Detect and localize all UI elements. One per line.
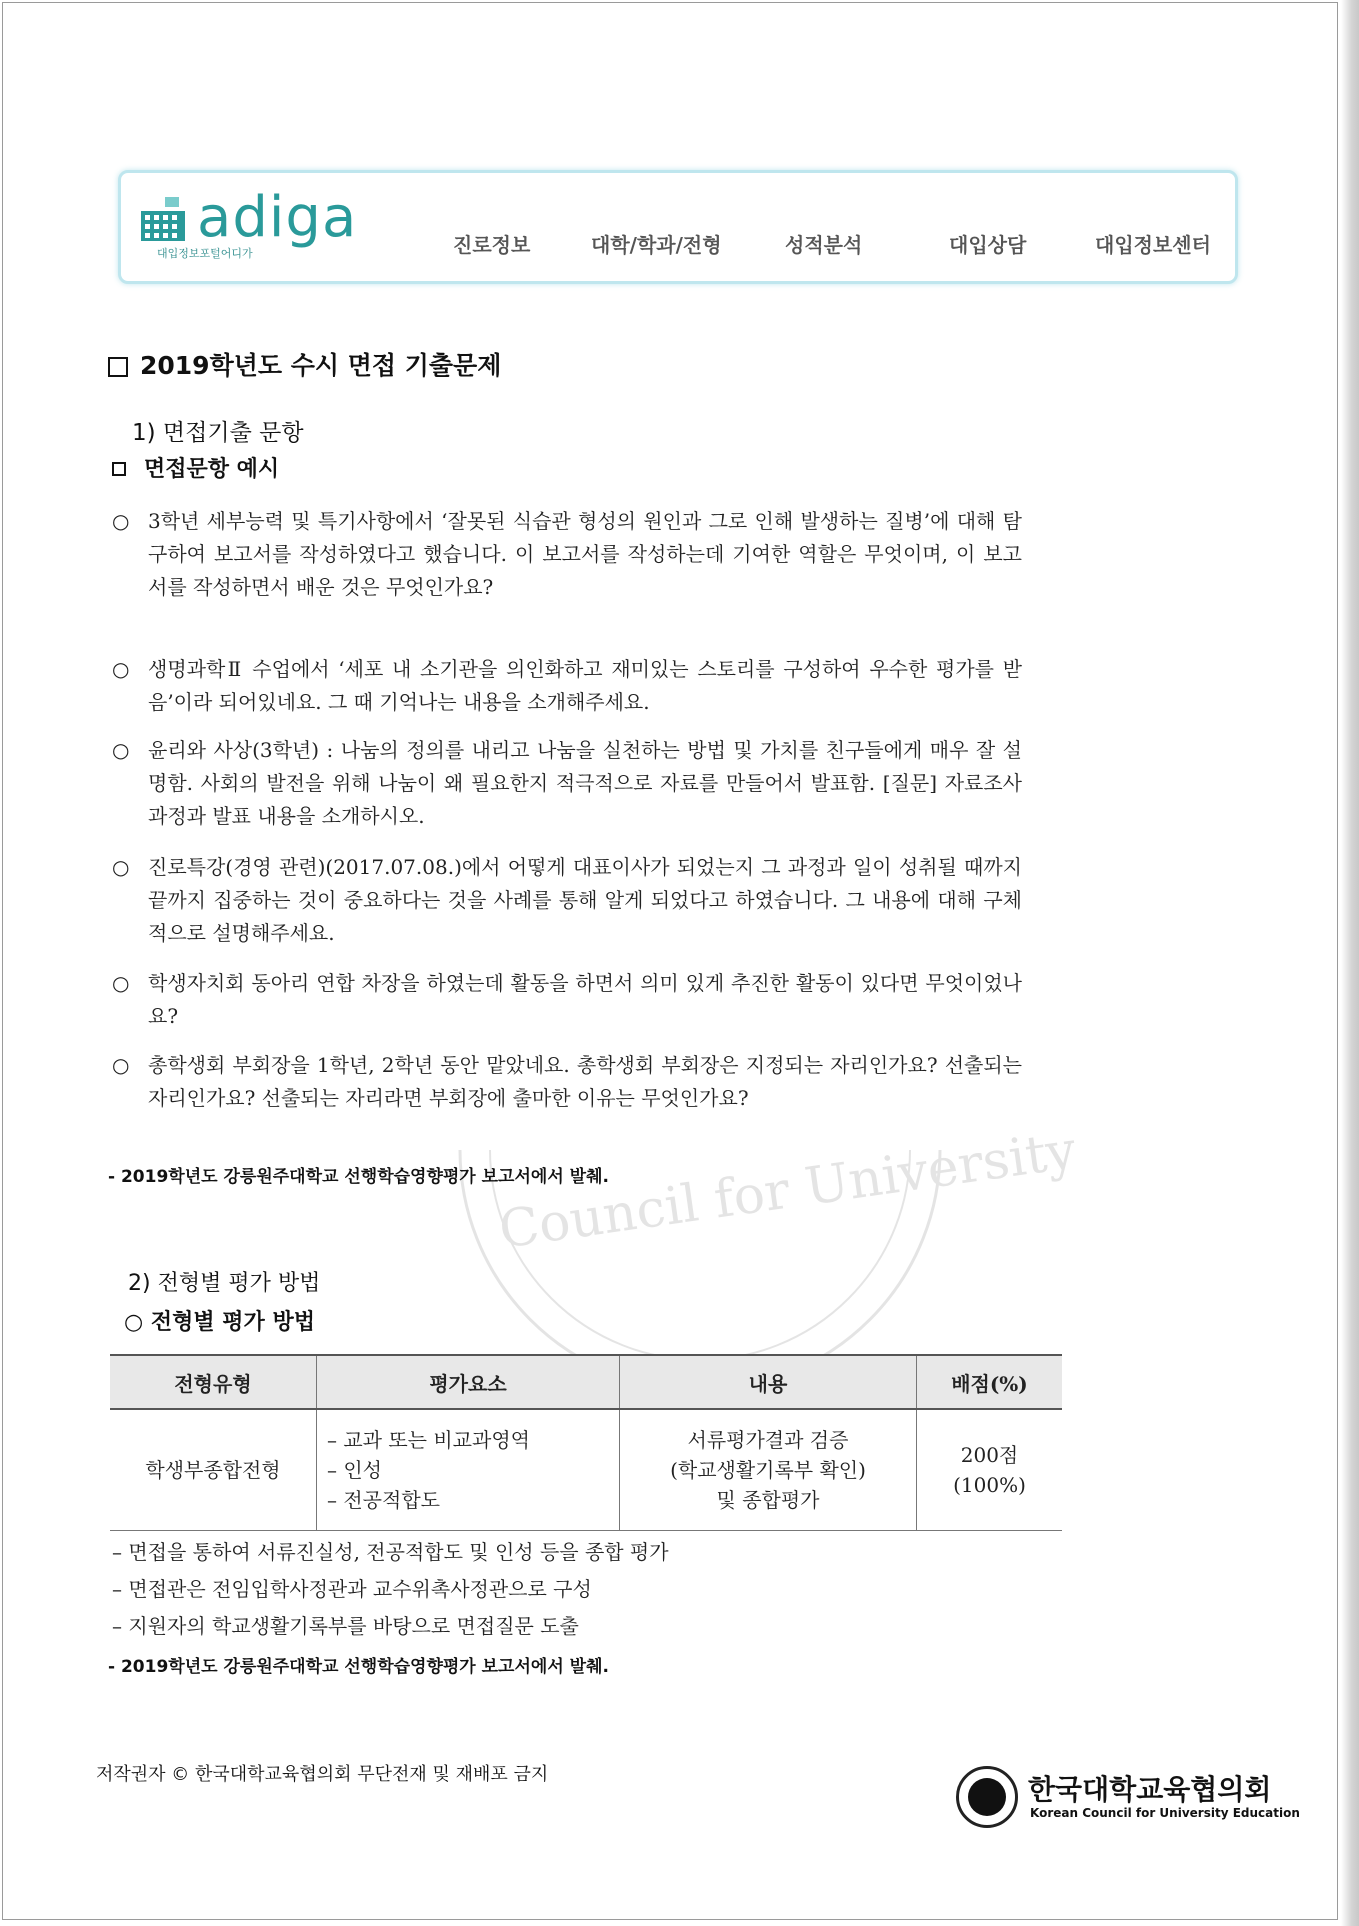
nav-score-analysis[interactable]: 성적분석	[785, 233, 863, 257]
question-text: 생명과학Ⅱ 수업에서 ‘세포 내 소기관을 의인화하고 재미있는 스토리를 구성하여 우수한 평가를 받음’이라 되어있네요. 그 때 기억나는 내용을 소개해주세요.	[148, 657, 1022, 714]
element-item: – 교과 또는 비교과영역	[327, 1428, 530, 1452]
nav-career-info[interactable]: 진로정보	[453, 233, 531, 257]
table-cell-elements	[317, 1409, 620, 1531]
adiga-header-banner	[118, 170, 1238, 284]
table-cell-score	[917, 1409, 1063, 1531]
org-name: 한국대학교육협의회	[1028, 1773, 1272, 1806]
score-line: 200점	[960, 1443, 1019, 1467]
question-item	[112, 1049, 1022, 1115]
kcue-seal-icon	[956, 1766, 1018, 1828]
question-text: 진로특강(경영 관련)(2017.07.08.)에서 어떻게 대표이사가 되었는지 그 과정과 일이 성취될 때까지 끝까지 집중하는 것이 중요하다는 것을 사례를 통해 알게 되었다고 하였습니다. 그 내용에 대해 구체적으로 설명해주세요.	[148, 855, 1022, 945]
square-bullet-icon	[112, 462, 126, 476]
content-line: 서류평가결과 검증	[687, 1428, 849, 1452]
circle-bullet-icon: ○	[112, 738, 130, 762]
nav-admission-info-center[interactable]: 대입정보센터	[1095, 233, 1211, 257]
table-header-cell: 내용	[620, 1355, 917, 1409]
nav-admission-consulting[interactable]: 대입상담	[949, 233, 1027, 257]
copyright-notice: 저작권자 © 한국대학교육협의회 무단전재 및 재배포 금지	[96, 1764, 549, 1785]
question-item	[112, 851, 1022, 950]
element-item: – 인성	[327, 1458, 382, 1482]
table-header-cell: 평가요소	[317, 1355, 620, 1409]
content-line: 및 종합평가	[716, 1488, 820, 1512]
building-icon	[135, 195, 191, 247]
section1-subheading-text: 면접문항 예시	[144, 457, 280, 482]
question-text: 총학생회 부회장을 1학년, 2학년 동안 맡았네요. 총학생회 부회장은 지정되는 자리인가요? 선출되는 자리인가요? 선출되는 자리라면 부회장에 출마한 이유는 무엇인가요?	[148, 1053, 1022, 1110]
section1-source: - 2019학년도 강릉원주대학교 선행학습영향평가 보고서에서 발췌.	[108, 1167, 609, 1187]
circle-bullet-icon: ○	[112, 509, 130, 533]
table-header-row	[110, 1355, 1062, 1409]
circle-bullet-icon: ○	[124, 1309, 151, 1335]
note-item: – 면접을 통하여 서류진실성, 전공적합도 및 인성 등을 종합 평가	[112, 1540, 669, 1564]
page-shadow	[1341, 0, 1359, 1926]
question-item	[112, 967, 1022, 1033]
org-name-english: Korean Council for University Education	[1030, 1806, 1300, 1820]
svg-text:Council for University: Council for University	[495, 1120, 1080, 1261]
circle-bullet-icon: ○	[112, 1053, 130, 1077]
section2-source: - 2019학년도 강릉원주대학교 선행학습영향평가 보고서에서 발췌.	[108, 1657, 609, 1677]
element-item: – 전공적합도	[327, 1488, 440, 1512]
page-title-text: 2019학년도 수시 면접 기출문제	[140, 351, 502, 380]
checkbox-icon	[108, 357, 128, 377]
question-item	[112, 734, 1022, 833]
section2-heading: 2) 전형별 평가 방법	[128, 1271, 321, 1296]
table-header-cell: 배점(%)	[917, 1355, 1063, 1409]
evaluation-table	[110, 1354, 1062, 1531]
page-title	[108, 346, 501, 382]
table-row	[110, 1409, 1062, 1531]
content-line: (학교생활기록부 확인)	[670, 1458, 866, 1482]
circle-bullet-icon: ○	[112, 971, 130, 995]
section2-subheading-text: 전형별 평가 방법	[150, 1309, 315, 1335]
circle-bullet-icon: ○	[112, 657, 130, 681]
section1-heading: 1) 면접기출 문항	[132, 420, 304, 446]
table-cell-content	[620, 1409, 917, 1531]
note-item: – 지원자의 학교생활기록부를 바탕으로 면접질문 도출	[112, 1614, 579, 1638]
table-header-cell: 전형유형	[110, 1355, 317, 1409]
adiga-logo[interactable]	[135, 185, 358, 265]
circle-bullet-icon: ○	[112, 855, 130, 879]
logo-text: adiga	[197, 185, 358, 250]
logo-subtitle: 대입정보포털어디가	[157, 247, 253, 260]
section2-subheading	[124, 1305, 315, 1336]
question-text: 윤리와 사상(3학년) : 나눔의 정의를 내리고 나눔을 실천하는 방법 및 가치를 친구들에게 매우 잘 설명함. 사회의 발전을 위해 나눔이 왜 필요한지 적극적으로 자료를 만들어서 발표함. [질문] 자료조사 과정과 발표 내용을 소개하시오.	[148, 738, 1022, 828]
table-cell-type: 학생부종합전형	[110, 1409, 317, 1531]
question-text: 3학년 세부능력 및 특기사항에서 ‘잘못된 식습관 형성의 원인과 그로 인해 발생하는 질병’에 대해 탐구하여 보고서를 작성하였다고 했습니다. 이 보고서를 작성하는데 기여한 역할은 무엇이며, 이 보고서를 작성하면서 배운 것은 무엇인가요?	[148, 509, 1022, 599]
section1-subheading	[112, 452, 279, 483]
score-line: (100%)	[953, 1473, 1026, 1497]
nav-university-admissions[interactable]: 대학/학과/전형	[591, 233, 722, 257]
question-item	[112, 505, 1022, 604]
note-item: – 면접관은 전임입학사정관과 교수위촉사정관으로 구성	[112, 1577, 592, 1601]
question-text: 학생자치회 동아리 연합 차장을 하였는데 활동을 하면서 의미 있게 추진한 활동이 있다면 무엇이었나요?	[148, 971, 1022, 1028]
question-item	[112, 653, 1022, 719]
kcue-logo	[956, 1766, 1300, 1828]
